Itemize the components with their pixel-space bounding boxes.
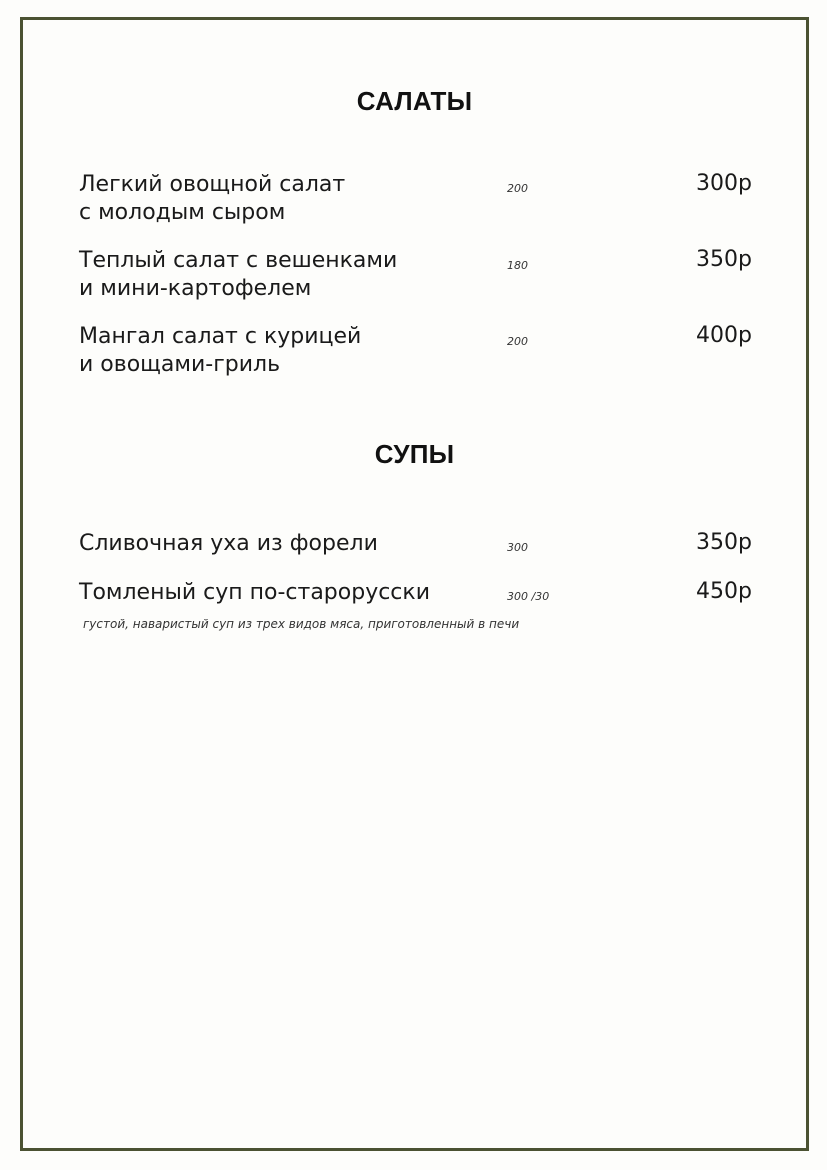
menu-item-price: 300р [696, 171, 752, 196]
menu-item-name-line2: с молодым сыром [79, 200, 286, 225]
menu-item-description: густой, наваристый суп из трех видов мяса, приготовленный в печи [83, 617, 520, 631]
menu-item-name-line2: и овощами-гриль [79, 352, 281, 377]
menu-item-price: 450р [696, 579, 752, 604]
menu-item-weight: 300 /30 [507, 590, 550, 603]
menu-item-name [79, 323, 361, 379]
menu-item-name-line1: Томленый суп по-старорусски [79, 580, 430, 605]
menu-item-weight: 200 [507, 335, 528, 348]
menu-item-price: 350р [696, 530, 752, 555]
section-title-soups: СУПЫ [374, 439, 455, 469]
menu-page [20, 17, 809, 1151]
menu-item-name-line1: Мангал салат с курицей [79, 324, 362, 349]
section-title-salads: САЛАТЫ [356, 86, 473, 116]
menu-item-name [79, 247, 397, 303]
menu-item-weight: 200 [507, 182, 528, 195]
menu-item-name-line2: и мини-картофелем [79, 276, 312, 301]
menu-item-name-line1: Сливочная уха из форели [79, 531, 378, 556]
menu-item-price: 400р [696, 323, 752, 348]
menu-item-price: 350р [696, 247, 752, 272]
menu-item-name [79, 171, 345, 227]
menu-item-name [79, 530, 378, 558]
menu-item-weight: 300 [507, 541, 528, 554]
menu-item-weight: 180 [507, 259, 528, 272]
menu-item-name-line1: Теплый салат с вешенками [79, 248, 398, 273]
menu-item-name [79, 579, 430, 607]
menu-item-name-line1: Легкий овощной салат [79, 172, 346, 197]
